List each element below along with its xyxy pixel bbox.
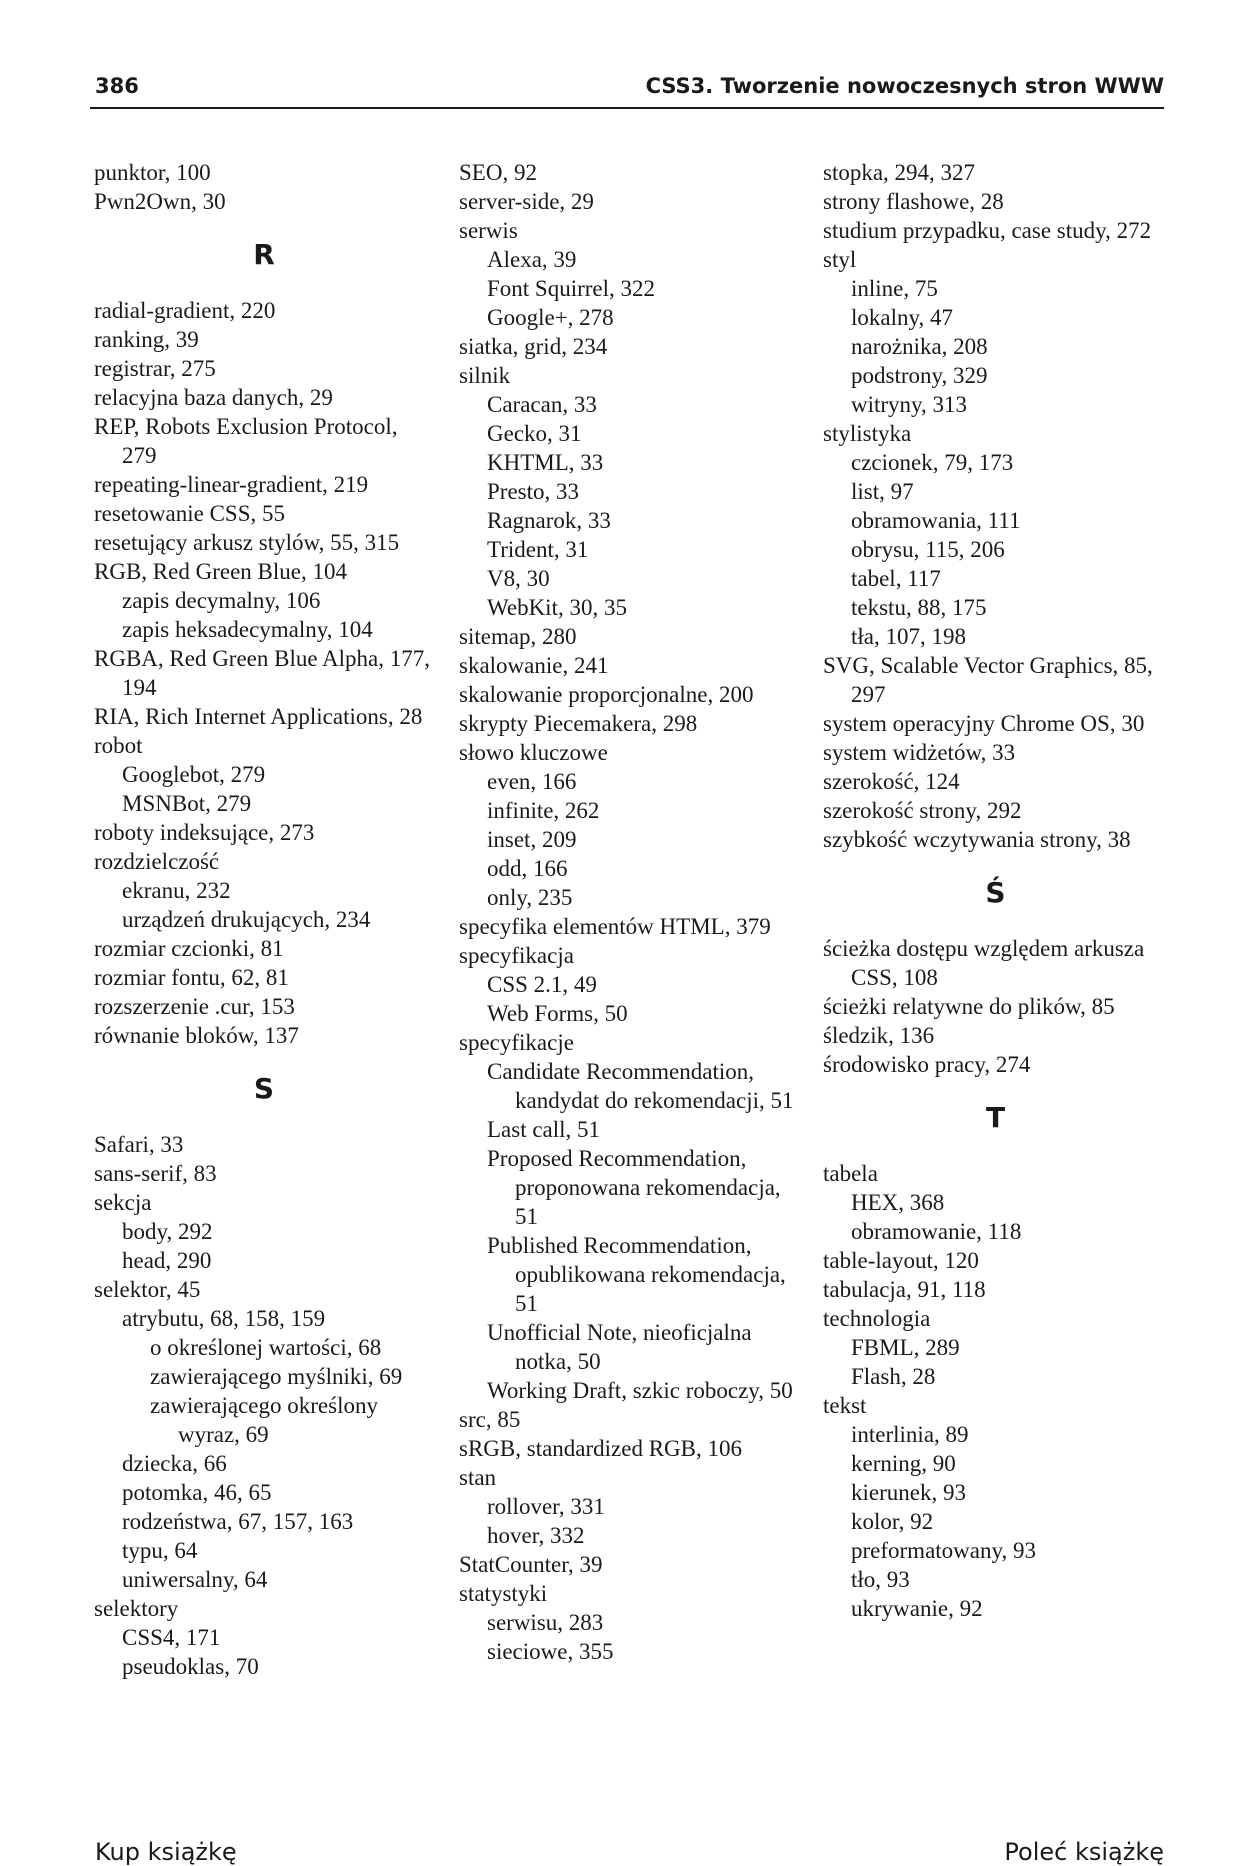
index-entry: szerokość, 124 — [823, 769, 960, 794]
index-subentry: Ragnarok, 33 — [487, 508, 611, 533]
index-subentry: kolor, 92 — [851, 1509, 934, 1534]
buy-book-link[interactable]: Kup książkę — [95, 1838, 237, 1866]
index-entry: studium przypadku, case study, 272 — [823, 218, 1152, 243]
index-subentry: Alexa, 39 — [487, 247, 577, 272]
index-subentry: Proposed Recommendation, proponowana rekomendacja, 51 — [487, 1146, 781, 1229]
index-entry: środowisko pracy, 274 — [823, 1052, 1031, 1077]
index-entry: StatCounter, 39 — [459, 1552, 603, 1577]
index-entry: punktor, 100 — [94, 160, 211, 185]
index-entry: sans-serif, 83 — [94, 1161, 217, 1186]
index-subentry: inset, 209 — [487, 827, 577, 852]
index-subentry: only, 235 — [487, 885, 573, 910]
index-subentry: rodzeństwa, 67, 157, 163 — [122, 1509, 354, 1534]
index-subentry: rollover, 331 — [487, 1494, 605, 1519]
index-entry: SEO, 92 — [459, 160, 537, 185]
index-subentry: list, 97 — [851, 479, 914, 504]
index-entry: RIA, Rich Internet Applications, 28 — [94, 704, 423, 729]
index-entry: silnik — [459, 363, 511, 388]
index-letter-heading: T — [985, 1101, 1006, 1134]
index-subentry: odd, 166 — [487, 856, 568, 881]
index-column-3 — [823, 158, 1168, 1623]
index-subentry: Working Draft, szkic roboczy, 50 — [487, 1378, 793, 1403]
index-subentry: Font Squirrel, 322 — [487, 276, 656, 301]
index-subentry: tła, 107, 198 — [851, 624, 966, 649]
index-entry: sitemap, 280 — [459, 624, 577, 649]
index-entry: RGBA, Red Green Blue Alpha, 177, 194 — [94, 646, 431, 700]
index-subentry: Candidate Recommendation, kandydat do rekomendacji, 51 — [487, 1059, 794, 1113]
index-subentry: infinite, 262 — [487, 798, 600, 823]
recommend-book-link[interactable]: Poleć książkę — [1004, 1838, 1164, 1866]
header-rule — [90, 107, 1164, 109]
index-entry: sekcja — [94, 1190, 152, 1215]
index-entry: siatka, grid, 234 — [459, 334, 608, 359]
index-subentry: czcionek, 79, 173 — [851, 450, 1014, 475]
index-subentry: Caracan, 33 — [487, 392, 597, 417]
index-entry: system widżetów, 33 — [823, 740, 1016, 765]
index-subentry: Trident, 31 — [487, 537, 589, 562]
index-subentry: zapis heksadecymalny, 104 — [122, 617, 373, 642]
index-subentry: CSS 2.1, 49 — [487, 972, 597, 997]
index-subentry: ekranu, 232 — [122, 878, 231, 903]
index-subentry: o określonej wartości, 68 — [150, 1335, 382, 1360]
index-entry: roboty indeksujące, 273 — [94, 820, 315, 845]
index-subentry: FBML, 289 — [851, 1335, 960, 1360]
index-subentry: lokalny, 47 — [851, 305, 953, 330]
index-entry: strony flashowe, 28 — [823, 189, 1004, 214]
index-subentry: sieciowe, 355 — [487, 1639, 614, 1664]
index-subentry: HEX, 368 — [851, 1190, 945, 1215]
index-entry: specyfikacja — [459, 943, 574, 968]
index-subentry: kierunek, 93 — [851, 1480, 966, 1505]
index-entry: szerokość strony, 292 — [823, 798, 1022, 823]
index-subentry: Published Recommendation, opublikowana rekomendacja, 51 — [487, 1233, 786, 1316]
index-entry: specyfika elementów HTML, 379 — [459, 914, 771, 939]
index-entry: skrypty Piecemakera, 298 — [459, 711, 698, 736]
index-subentry: obramowania, 111 — [851, 508, 1021, 533]
index-subentry: obrysu, 115, 206 — [851, 537, 1005, 562]
index-letter-heading: S — [253, 1072, 275, 1105]
index-subentry: hover, 332 — [487, 1523, 585, 1548]
index-subentry: Last call, 51 — [487, 1117, 601, 1142]
index-subentry: dziecka, 66 — [122, 1451, 227, 1476]
index-subentry: interlinia, 89 — [851, 1422, 969, 1447]
index-subentry: even, 166 — [487, 769, 577, 794]
index-entry: serwis — [459, 218, 518, 243]
index-entry: ranking, 39 — [94, 327, 199, 352]
index-entry: tabela — [823, 1161, 878, 1186]
index-entry: specyfikacje — [459, 1030, 574, 1055]
index-subentry: Google+, 278 — [487, 305, 614, 330]
page-number: 386 — [95, 74, 139, 98]
index-subentry: narożnika, 208 — [851, 334, 988, 359]
index-subentry: zawierającego określony wyraz, 69 — [150, 1393, 378, 1447]
index-entry: resetowanie CSS, 55 — [94, 501, 286, 526]
index-entry: rozmiar czcionki, 81 — [94, 936, 284, 961]
index-subentry: WebKit, 30, 35 — [487, 595, 627, 620]
index-subentry: zapis decymalny, 106 — [122, 588, 321, 613]
index-entry: słowo kluczowe — [459, 740, 608, 765]
index-entry: table-layout, 120 — [823, 1248, 979, 1273]
index-subentry: ukrywanie, 92 — [851, 1596, 983, 1621]
index-subentry: Presto, 33 — [487, 479, 579, 504]
index-entry: stopka, 294, 327 — [823, 160, 976, 185]
index-subentry: atrybutu, 68, 158, 159 — [122, 1306, 326, 1331]
index-entry: repeating-linear-gradient, 219 — [94, 472, 369, 497]
index-subentry: zawierającego myślniki, 69 — [150, 1364, 403, 1389]
index-subentry: pseudoklas, 70 — [122, 1654, 259, 1679]
index-subentry: Flash, 28 — [851, 1364, 936, 1389]
index-entry: śledzik, 136 — [823, 1023, 935, 1048]
index-subentry: tabel, 117 — [851, 566, 941, 591]
index-subentry: preformatowany, 93 — [851, 1538, 1036, 1563]
running-header-title: CSS3. Tworzenie nowoczesnych stron WWW — [645, 74, 1164, 98]
index-subentry: uniwersalny, 64 — [122, 1567, 268, 1592]
index-subentry: V8, 30 — [487, 566, 550, 591]
index-entry: tabulacja, 91, 118 — [823, 1277, 986, 1302]
index-entry: rozszerzenie .cur, 153 — [94, 994, 295, 1019]
index-letter-heading: R — [253, 238, 275, 271]
index-subentry: tekstu, 88, 175 — [851, 595, 987, 620]
index-entry: Safari, 33 — [94, 1132, 184, 1157]
index-entry: selektor, 45 — [94, 1277, 201, 1302]
index-entry: Pwn2Own, 30 — [94, 189, 226, 214]
index-subentry: KHTML, 33 — [487, 450, 604, 475]
index-entry: REP, Robots Exclusion Protocol, 279 — [94, 414, 398, 468]
index-entry: równanie bloków, 137 — [94, 1023, 299, 1048]
index-entry: selektory — [94, 1596, 179, 1621]
index-entry: SVG, Scalable Vector Graphics, 85, 297 — [823, 653, 1153, 707]
index-entry: ścieżka dostępu względem arkusza CSS, 108 — [823, 936, 1145, 990]
index-subentry: podstrony, 329 — [851, 363, 988, 388]
index-entry: styl — [823, 247, 857, 272]
index-entry: registrar, 275 — [94, 356, 216, 381]
index-subentry: tło, 93 — [851, 1567, 910, 1592]
index-entry: rozdzielczość — [94, 849, 220, 874]
index-entry: stan — [459, 1465, 497, 1490]
index-entry: system operacyjny Chrome OS, 30 — [823, 711, 1145, 736]
index-subentry: Web Forms, 50 — [487, 1001, 628, 1026]
index-subentry: obramowanie, 118 — [851, 1219, 1022, 1244]
index-subentry: MSNBot, 279 — [122, 791, 252, 816]
index-subentry: body, 292 — [122, 1219, 213, 1244]
index-entry: sRGB, standardized RGB, 106 — [459, 1436, 743, 1461]
index-subentry: urządzeń drukujących, 234 — [122, 907, 371, 932]
index-subentry: typu, 64 — [122, 1538, 198, 1563]
index-entry: rozmiar fontu, 62, 81 — [94, 965, 289, 990]
index-entry: resetujący arkusz stylów, 55, 315 — [94, 530, 400, 555]
index-column-2 — [459, 158, 804, 1666]
index-letter-heading: Ś — [985, 876, 1006, 909]
index-subentry: serwisu, 283 — [487, 1610, 604, 1635]
index-entry: server-side, 29 — [459, 189, 594, 214]
index-entry: technologia — [823, 1306, 931, 1331]
index-entry: robot — [94, 733, 143, 758]
index-subentry: kerning, 90 — [851, 1451, 956, 1476]
index-entry: skalowanie, 241 — [459, 653, 609, 678]
index-subentry: witryny, 313 — [851, 392, 968, 417]
index-entry: skalowanie proporcjonalne, 200 — [459, 682, 754, 707]
index-entry: ścieżki relatywne do plików, 85 — [823, 994, 1115, 1019]
index-subentry: potomka, 46, 65 — [122, 1480, 272, 1505]
index-subentry: Gecko, 31 — [487, 421, 582, 446]
index-subentry: Googlebot, 279 — [122, 762, 266, 787]
index-column-1 — [94, 158, 434, 1681]
index-entry: tekst — [823, 1393, 867, 1418]
index-subentry: inline, 75 — [851, 276, 938, 301]
index-entry: stylistyka — [823, 421, 912, 446]
index-entry: relacyjna baza danych, 29 — [94, 385, 333, 410]
index-subentry: CSS4, 171 — [122, 1625, 221, 1650]
index-entry: szybkość wczytywania strony, 38 — [823, 827, 1131, 852]
index-entry: radial-gradient, 220 — [94, 298, 276, 323]
index-subentry: head, 290 — [122, 1248, 212, 1273]
index-entry: statystyki — [459, 1581, 548, 1606]
index-entry: RGB, Red Green Blue, 104 — [94, 559, 347, 584]
index-entry: src, 85 — [459, 1407, 521, 1432]
index-subentry: Unofficial Note, nieoficjalna notka, 50 — [487, 1320, 752, 1374]
